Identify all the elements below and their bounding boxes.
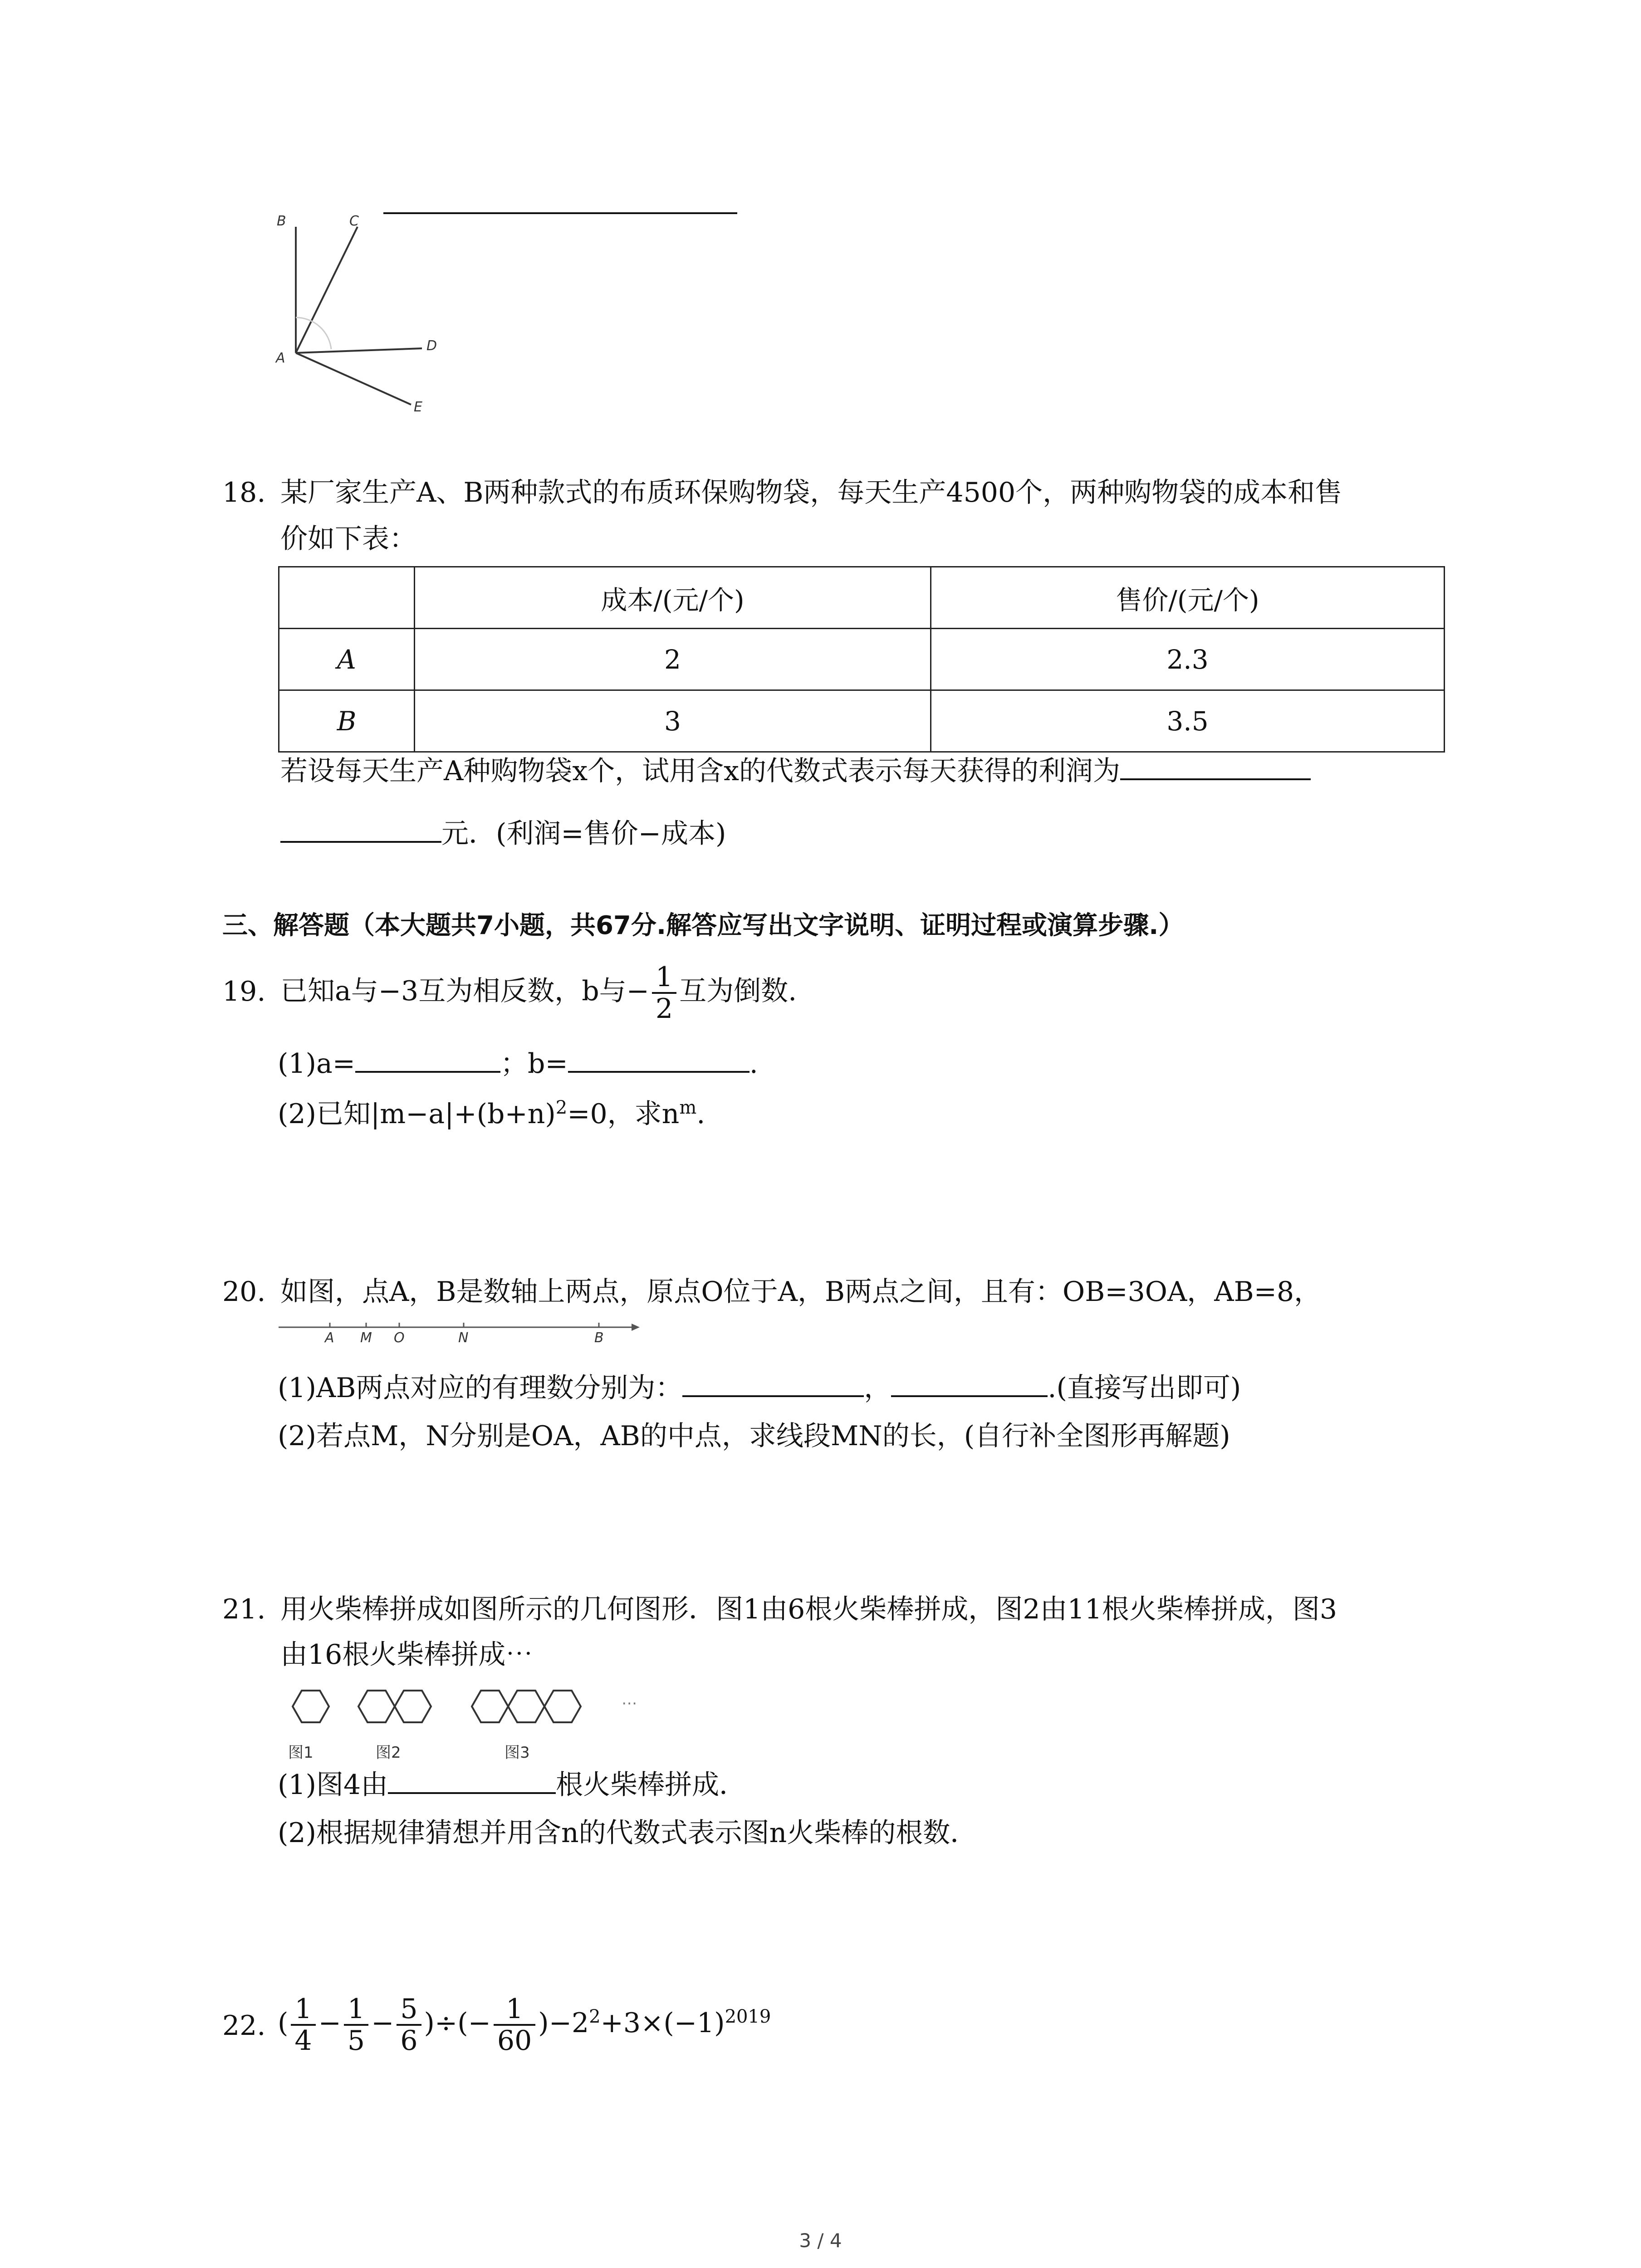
q20-stem: 如图，点A，B是数轴上两点，原点O位于A，B两点之间，且有：OB=3OA，AB=8， <box>280 1276 1322 1308</box>
q21-part1-text: (1)图4由 <box>278 1769 388 1801</box>
figure-caption-2: 图2 <box>376 1744 401 1762</box>
figure-caption-1: 图1 <box>288 1744 314 1762</box>
q21-stem-line2: 由16根火柴棒拼成⋯ <box>280 1639 533 1671</box>
frac-denominator: 6 <box>400 2025 418 2057</box>
q22-sup-2: 2 <box>589 2006 601 2027</box>
q22-divide: )÷(− <box>424 2007 491 2039</box>
table-header-cell: 成本/(元/个) <box>415 567 931 629</box>
table-cell: 2.3 <box>931 629 1445 690</box>
q20-part1 <box>278 1370 1241 1404</box>
q19-stem-post: 互为倒数. <box>679 975 797 1007</box>
section-heading: 三、解答题（本大题共7小题，共67分.解答应写出文字说明、证明过程或演算步骤.） <box>222 911 1184 940</box>
label-d: D <box>426 338 437 354</box>
q18-number: 18. <box>222 477 266 508</box>
axis-label-a: A <box>325 1330 334 1346</box>
hexagon-fig2-a <box>358 1691 395 1722</box>
fraction-1-4 <box>291 1994 315 2056</box>
q20-part1-text: (1)AB两点对应的有理数分别为： <box>278 1372 683 1404</box>
q19-stem <box>280 957 797 1025</box>
frac-denominator: 4 <box>294 2025 312 2057</box>
frac-denominator: 5 <box>347 2025 365 2057</box>
q21-part1-end: 根火柴棒拼成． <box>556 1769 747 1801</box>
q21-part1 <box>278 1767 746 1801</box>
q22-minus-1: − <box>318 2007 341 2039</box>
q21-part2: (2)根据规律猜想并用含n的代数式表示图n火柴棒的根数． <box>278 1817 978 1849</box>
frac-denominator: 60 <box>497 2025 532 2057</box>
q18-question-line1 <box>280 753 1311 787</box>
fraction-1-60 <box>494 1994 535 2056</box>
axis-label-m: M <box>360 1330 372 1346</box>
q22-sup-2019: 2019 <box>725 2006 771 2027</box>
table-cell: 3 <box>415 690 931 752</box>
q22-tail-2: +3×(−1) <box>600 2007 725 2039</box>
q22-number: 22. <box>222 2010 266 2042</box>
q19-sup-2: 2 <box>555 1097 568 1118</box>
table-cell: 2 <box>415 629 931 690</box>
frac-numerator: 5 <box>397 1994 421 2026</box>
q18-unit-text: 元．(利润=售价−成本) <box>441 818 726 850</box>
table-header-cell <box>279 567 415 629</box>
frac-numerator: 1 <box>344 1994 368 2026</box>
q20-part1-end: .(直接写出即可) <box>1048 1372 1241 1404</box>
axis-label-n: N <box>458 1330 469 1346</box>
q19-part2-text: (2)已知|m−a|+(b+n) <box>278 1098 556 1130</box>
hexagon-fig3-b <box>508 1691 544 1722</box>
q20-part2: (2)若点M，N分别是OA，AB的中点，求线段MN的长，(自行补全图形再解题) <box>278 1420 1230 1452</box>
q20-sep: ， <box>864 1372 892 1404</box>
fraction-one-half <box>652 962 676 1024</box>
q17-angle-figure <box>268 209 467 422</box>
q18-stem-line2: 价如下表： <box>280 523 416 555</box>
frac-numerator: 1 <box>494 1994 535 2026</box>
q21-answer-blank[interactable] <box>388 1767 556 1794</box>
q19-part1-end: . <box>749 1048 758 1080</box>
figure-ellipsis: ⋯ <box>622 1694 637 1712</box>
q20-b-blank[interactable] <box>891 1370 1048 1397</box>
q19-part2 <box>278 1098 705 1130</box>
frac-denominator: 2 <box>655 993 673 1025</box>
q19-number: 19. <box>222 976 266 1007</box>
q19-part2-end: . <box>696 1098 705 1130</box>
matchstick-hexagons-figure <box>281 1678 653 1742</box>
table-row <box>279 690 1445 752</box>
q18-question-line2 <box>280 816 726 850</box>
table-header-row <box>279 567 1445 629</box>
q22-expression <box>278 1987 771 2059</box>
hexagon-fig2-b <box>395 1691 431 1722</box>
hexagon-fig3-c <box>544 1691 581 1722</box>
q18-answer-blank-cont[interactable] <box>280 816 441 843</box>
q22-open: ( <box>278 2007 289 2039</box>
frac-numerator: 1 <box>291 1994 315 2026</box>
ray-ad <box>296 348 422 353</box>
ray-ae <box>296 353 411 405</box>
q22-minus-2: − <box>371 2007 394 2039</box>
q19-b-blank[interactable] <box>568 1046 749 1073</box>
page-number: 3 / 4 <box>799 2229 842 2252</box>
q19-part1 <box>278 1046 758 1080</box>
fraction-5-6 <box>397 1994 421 2056</box>
cost-price-table <box>278 566 1445 753</box>
axis-label-o: O <box>394 1330 405 1346</box>
q19-a-blank[interactable] <box>355 1046 500 1073</box>
q18-stem-line1: 某厂家生产A、B两种款式的布质环保购物袋，每天生产4500个，两种购物袋的成本和售 <box>280 477 1342 508</box>
q20-number: 20. <box>222 1276 266 1308</box>
q19-part1-a-label: (1)a= <box>278 1048 356 1080</box>
frac-numerator: 1 <box>652 962 676 994</box>
arrow-head-icon <box>632 1324 640 1331</box>
q22-tail: )−2 <box>538 2007 589 2039</box>
q19-stem-pre: 已知a与−3互为相反数，b与− <box>280 975 649 1007</box>
q21-number: 21. <box>222 1593 266 1625</box>
angle-arc <box>296 318 331 349</box>
table-cell: 3.5 <box>931 690 1445 752</box>
q19-part1-b-label: ；b= <box>500 1048 568 1080</box>
q20-a-blank[interactable] <box>682 1370 864 1397</box>
q19-sup-m: m <box>679 1097 697 1118</box>
q21-stem-line1: 用火柴棒拼成如图所示的几何图形．图1由6根火柴棒拼成，图2由11根火柴棒拼成，图3 <box>280 1593 1337 1625</box>
table-cell: B <box>279 690 415 752</box>
figure-caption-3: 图3 <box>505 1744 530 1762</box>
q19-part2-text-b: =0，求n <box>567 1098 680 1130</box>
label-a: A <box>276 350 285 366</box>
label-c: C <box>349 213 359 229</box>
q18-answer-blank[interactable] <box>1120 753 1311 780</box>
table-header-cell: 售价/(元/个) <box>931 567 1445 629</box>
hexagon-fig1 <box>293 1691 329 1722</box>
q18-question-text: 若设每天生产A种购物袋x个，试用含x的代数式表示每天获得的利润为 <box>280 755 1121 787</box>
hexagon-fig3-a <box>472 1691 508 1722</box>
label-b: B <box>277 213 286 229</box>
label-e: E <box>414 399 422 415</box>
fraction-1-5 <box>344 1994 368 2056</box>
axis-label-b: B <box>594 1330 604 1346</box>
table-cell: A <box>279 629 415 690</box>
table-row <box>279 629 1445 690</box>
